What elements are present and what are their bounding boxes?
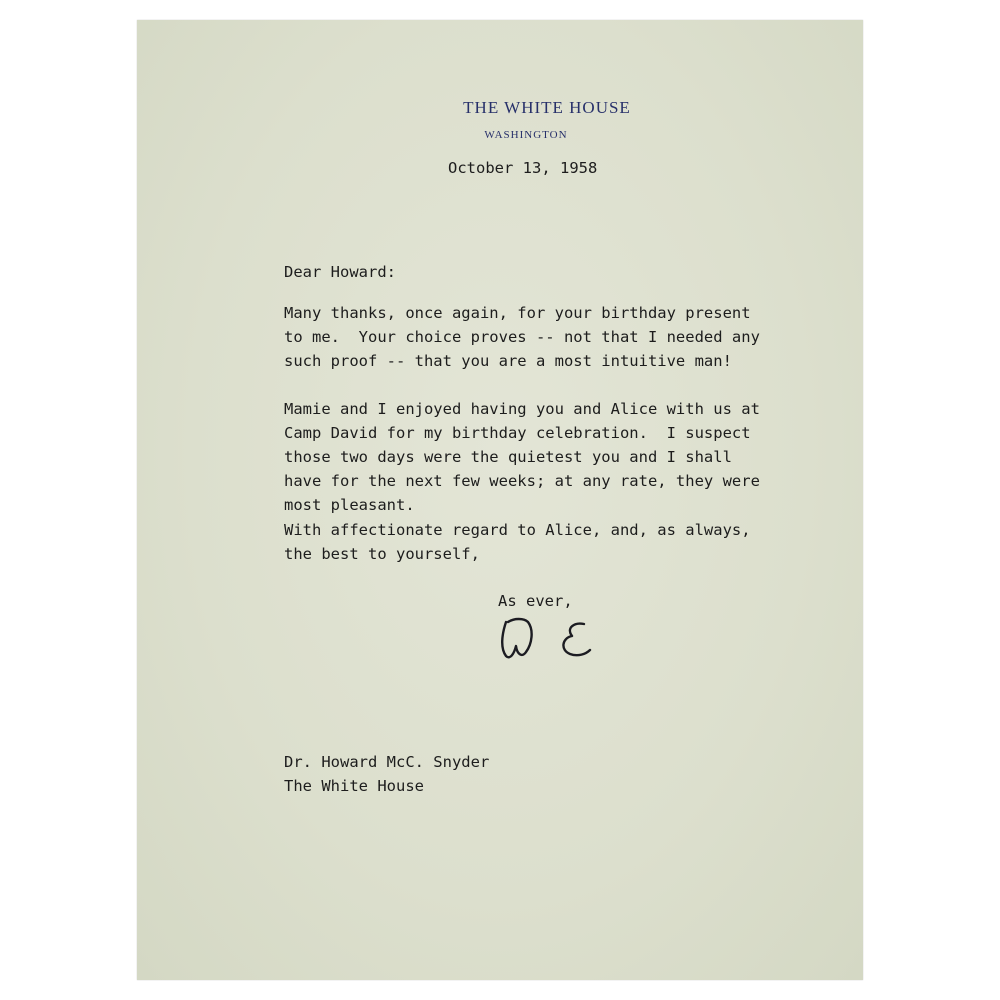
- letterhead-title: THE WHITE HOUSE: [463, 98, 631, 117]
- paragraph-3: With affectionate regard to Alice, and, as always, the best to yourself,: [284, 521, 751, 563]
- letter-date: October 13, 1958: [448, 159, 598, 177]
- letter-page: [137, 20, 863, 980]
- letterhead-subtitle: WASHINGTON: [484, 129, 568, 141]
- paragraph-2: Mamie and I enjoyed having you and Alice with us at Camp David for my birthday celebration. I suspect those two days were the quietest you and I shall have for the next few weeks; at any rate, they were most pleasant.: [284, 400, 760, 514]
- salutation: Dear Howard:: [284, 263, 396, 281]
- handwritten-signature: [492, 600, 612, 670]
- recipient-address: Dr. Howard McC. Snyder The White House: [284, 753, 490, 795]
- paragraph-1: Many thanks, once again, for your birthday present to me. Your choice proves -- not that I needed any such proof -- that you are a most intuitive man!: [284, 304, 760, 370]
- closing: As ever,: [498, 592, 573, 610]
